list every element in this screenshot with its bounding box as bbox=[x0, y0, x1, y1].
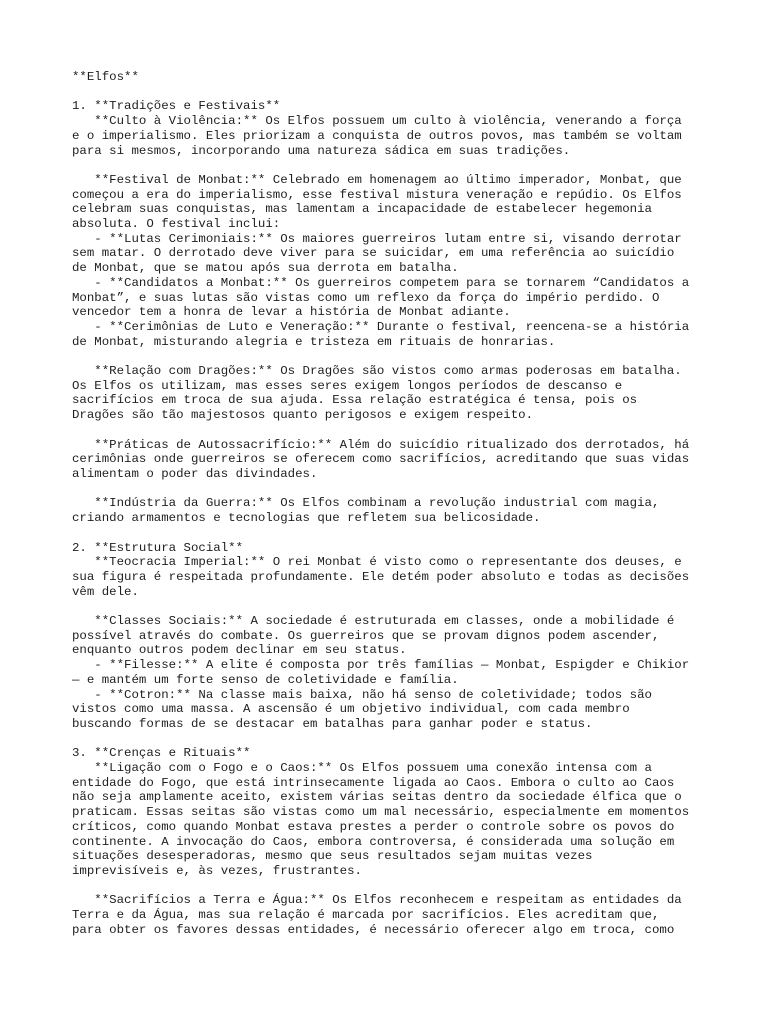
text-line: para obter os favores dessas entidades, é necessário oferecer algo em troca, como bbox=[72, 922, 675, 937]
text-line: para si mesmos, incorporando uma natureza sádica em suas tradições. bbox=[72, 143, 571, 158]
text-line: continente. A invocação do Caos, embora controversa, é considerada uma solução em bbox=[72, 834, 675, 849]
text-line: sua figura é respeitada profundamente. Ele detém poder absoluto e todas as decisões bbox=[72, 569, 690, 584]
text-line: Monbat”, e suas lutas são vistas como um reflexo da força do império perdido. O bbox=[72, 290, 660, 305]
text-line: **Práticas de Autossacrifício:** Além do suicídio ritualizado dos derrotados, há bbox=[72, 437, 690, 452]
text-line: — e mantém um forte senso de coletividade e família. bbox=[72, 672, 459, 687]
text-line: críticos, como quando Monbat estava prestes a perder o controle sobre os povos do bbox=[72, 819, 675, 834]
text-line: de Monbat, que se matou após sua derrota em batalha. bbox=[72, 261, 459, 276]
text-line: sem matar. O derrotado deve viver para se suicidar, em uma referência ao suicídio bbox=[72, 246, 675, 261]
text-line: vêm dele. bbox=[72, 584, 139, 599]
text-line: e o imperialismo. Eles priorizam a conquista de outros povos, mas também se voltam bbox=[72, 128, 682, 143]
text-line: - **Candidatos a Monbat:** Os guerreiros competem para se tornarem “Candidatos a bbox=[72, 275, 690, 290]
text-line: - **Lutas Cerimoniais:** Os maiores guerreiros lutam entre si, visando derrotar bbox=[72, 231, 682, 246]
text-line: Dragões são tão majestosos quanto perigosos e exigem respeito. bbox=[72, 408, 534, 423]
text-line: vencedor tem a honra de levar a história de Monbat adiante. bbox=[72, 305, 511, 320]
text-line: **Relação com Dragões:** Os Dragões são vistos como armas poderosas em batalha. bbox=[72, 364, 682, 379]
text-line: **Classes Sociais:** A sociedade é estruturada em classes, onde a mobilidade é bbox=[72, 614, 675, 629]
text-line: cerimônias onde guerreiros se oferecem como sacrifícios, acreditando que suas vidas bbox=[72, 452, 690, 467]
text-line: de Monbat, misturando alegria e tristeza em rituais de honrarias. bbox=[72, 334, 556, 349]
text-line: enquanto outros podem declinar em seu status. bbox=[72, 643, 407, 658]
text-line: entidade do Fogo, que está intrinsecamente ligada ao Caos. Embora o culto ao Caos bbox=[72, 775, 675, 790]
text-line: 2. **Estrutura Social** bbox=[72, 540, 244, 555]
text-line: **Culto à Violência:** Os Elfos possuem um culto à violência, venerando a força bbox=[72, 114, 682, 129]
text-line: buscando formas de se destacar em batalhas para ganhar poder e status. bbox=[72, 716, 593, 731]
text-line: situações desesperadoras, mesmo que seus resultados sejam muitas vezes bbox=[72, 849, 593, 864]
text-line: celebram suas conquistas, mas lamentam a incapacidade de estabelecer hegemonia bbox=[72, 202, 652, 217]
text-line: - **Cotron:** Na classe mais baixa, não há senso de coletividade; todos são bbox=[72, 687, 652, 702]
text-line: **Teocracia Imperial:** O rei Monbat é visto como o representante dos deuses, e bbox=[72, 555, 682, 570]
text-line: **Elfos** bbox=[72, 70, 139, 84]
text-line: - **Cerimônias de Luto e Veneração:** Durante o festival, reencena-se a história bbox=[72, 319, 690, 334]
text-line: absoluta. O festival inclui: bbox=[72, 217, 281, 232]
text-line: criando armamentos e tecnologias que refletem sua belicosidade. bbox=[72, 511, 541, 526]
text-line: alimentam o poder das divindades. bbox=[72, 466, 318, 481]
text-line: **Ligação com o Fogo e o Caos:** Os Elfos possuem uma conexão intensa com a bbox=[72, 761, 652, 776]
text-line: começou a era do imperialismo, esse festival mistura veneração e repúdio. Os Elfos bbox=[72, 187, 682, 202]
text-line: 3. **Crenças e Rituais** bbox=[72, 746, 251, 761]
text-line: **Sacrifícios a Terra e Água:** Os Elfos reconhecem e respeitam as entidades da bbox=[72, 893, 682, 908]
text-line: Os Elfos os utilizam, mas esses seres exigem longos períodos de descanso e bbox=[72, 378, 623, 393]
text-line: - **Filesse:** A elite é composta por três famílias — Monbat, Espigder e Chikior bbox=[72, 658, 690, 673]
text-line: **Festival de Monbat:** Celebrado em homenagem ao último imperador, Monbat, que bbox=[72, 172, 682, 187]
text-line: 1. **Tradições e Festivais** bbox=[72, 99, 281, 114]
text-line: vistos como uma massa. A ascensão é um objetivo individual, com cada membro bbox=[72, 702, 630, 717]
text-line: imprevisíveis e, às vezes, frustrantes. bbox=[72, 863, 362, 878]
text-line: possível através do combate. Os guerreiros que se provam dignos podem ascender, bbox=[72, 628, 660, 643]
text-line: não seja amplamente aceito, existem várias seitas dentro da sociedade élfica que o bbox=[72, 790, 682, 805]
text-line: praticam. Essas seitas são vistas como um mal necessário, especialmente em momentos bbox=[72, 805, 690, 820]
document-body-text bbox=[72, 70, 712, 937]
text-line: Terra e da Água, mas sua relação é marcada por sacrifícios. Eles acreditam que, bbox=[72, 908, 660, 923]
text-line: **Indústria da Guerra:** Os Elfos combinam a revolução industrial com magia, bbox=[72, 496, 660, 511]
text-line: sacrifícios em troca de sua ajuda. Essa relação estratégica é tensa, pois os bbox=[72, 393, 638, 408]
